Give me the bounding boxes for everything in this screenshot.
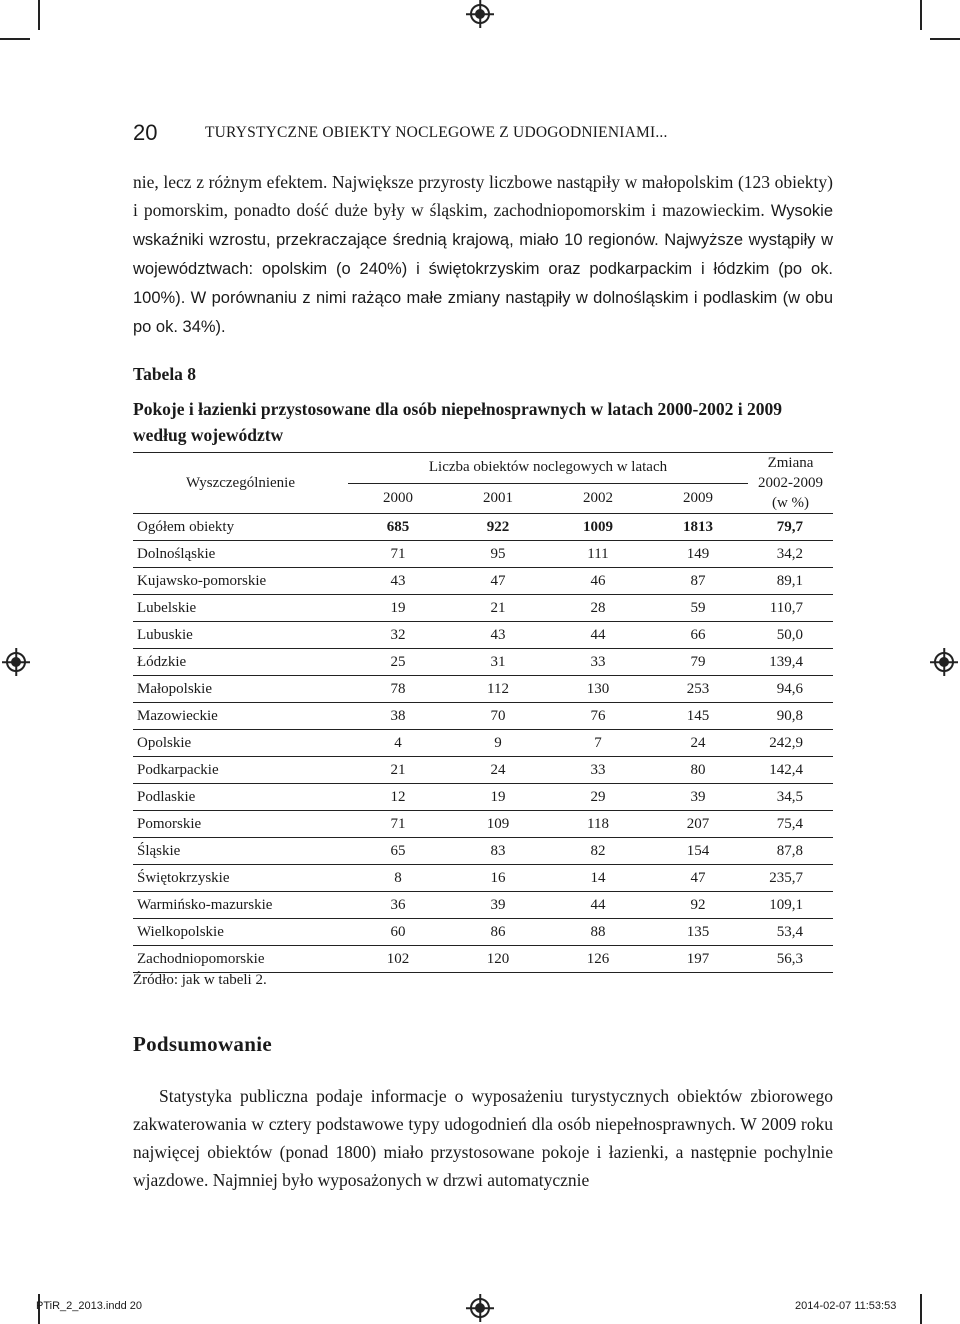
cell-2002: 14 xyxy=(548,865,648,892)
footer-filename: PTiR_2_2013.indd 20 xyxy=(36,1300,143,1312)
crop-mark-top-left-h xyxy=(0,38,30,40)
cell-2002: 46 xyxy=(548,568,648,595)
cell-2009: 253 xyxy=(648,676,748,703)
cell-2002: 7 xyxy=(548,730,648,757)
cell-2001: 70 xyxy=(448,703,548,730)
table-row xyxy=(133,811,833,838)
table-header-row xyxy=(133,453,833,484)
cell-2000: 36 xyxy=(348,892,448,919)
cell-change: 53,4 xyxy=(748,919,833,946)
header-year-2001: 2001 xyxy=(483,489,513,506)
registration-mark-left-icon xyxy=(6,652,26,672)
intro-paragraph-part2: Wysokie wskaźniki wzrostu, przekraczające średnią krajową, miało 10 regionów. Najwyższe wystąpiły w województwach: opolskim (o 240%) i świętokrzyskim oraz podkarpackim i łódzkim (po ok. 100%). W porównaniu z nimi rażąco małe zmiany nastąpiły w dolnośląskim i podlaskim (w obu po ok. 34%). xyxy=(133,202,834,336)
cell-2002: 28 xyxy=(548,595,648,622)
cell-2000: 102 xyxy=(348,946,448,973)
row-label: Ogółem obiekty xyxy=(133,514,348,541)
cell-2009: 39 xyxy=(648,784,748,811)
cell-2000: 25 xyxy=(348,649,448,676)
cell-change: 34,5 xyxy=(748,784,833,811)
cell-2001: 83 xyxy=(448,838,548,865)
cell-2009: 197 xyxy=(648,946,748,973)
table-row xyxy=(133,757,833,784)
cell-2002: 33 xyxy=(548,649,648,676)
cell-2000: 32 xyxy=(348,622,448,649)
cell-2002: 1009 xyxy=(548,514,648,541)
cell-2001: 109 xyxy=(448,811,548,838)
cell-change: 75,4 xyxy=(748,811,833,838)
cell-change: 56,3 xyxy=(748,946,833,973)
table-title: Pokoje i łazienki przystosowane dla osób niepełnosprawnych w latach 2000-2002 i 2009 według województw xyxy=(133,399,782,445)
table-row xyxy=(133,649,833,676)
cell-2002: 29 xyxy=(548,784,648,811)
cell-change: 142,4 xyxy=(748,757,833,784)
section-heading: Podsumowanie xyxy=(133,1032,272,1056)
cell-2009: 92 xyxy=(648,892,748,919)
running-header xyxy=(133,120,833,150)
table-row xyxy=(133,865,833,892)
cell-change: 87,8 xyxy=(748,838,833,865)
row-label: Lubelskie xyxy=(133,595,348,622)
table-row xyxy=(133,703,833,730)
cell-2000: 71 xyxy=(348,541,448,568)
row-label: Podkarpackie xyxy=(133,757,348,784)
cell-2009: 24 xyxy=(648,730,748,757)
cell-2001: 47 xyxy=(448,568,548,595)
cell-2002: 44 xyxy=(548,892,648,919)
row-label: Pomorskie xyxy=(133,811,348,838)
row-label: Dolnośląskie xyxy=(133,541,348,568)
cell-2002: 88 xyxy=(548,919,648,946)
cell-2002: 118 xyxy=(548,811,648,838)
cell-2002: 76 xyxy=(548,703,648,730)
cell-2002: 44 xyxy=(548,622,648,649)
cell-2009: 87 xyxy=(648,568,748,595)
cell-2000: 78 xyxy=(348,676,448,703)
table-row xyxy=(133,622,833,649)
cell-2001: 43 xyxy=(448,622,548,649)
cell-2001: 19 xyxy=(448,784,548,811)
table-row xyxy=(133,568,833,595)
cell-2000: 38 xyxy=(348,703,448,730)
cell-2009: 149 xyxy=(648,541,748,568)
cell-2009: 207 xyxy=(648,811,748,838)
cell-2000: 60 xyxy=(348,919,448,946)
table-row xyxy=(133,892,833,919)
table-row xyxy=(133,919,833,946)
cell-2001: 112 xyxy=(448,676,548,703)
cell-2000: 8 xyxy=(348,865,448,892)
row-label: Wielkopolskie xyxy=(133,919,348,946)
cell-2009: 79 xyxy=(648,649,748,676)
cell-2000: 12 xyxy=(348,784,448,811)
header-year-2002: 2002 xyxy=(583,489,613,506)
row-label: Zachodniopomorskie xyxy=(133,946,348,973)
table-label: Tabela 8 xyxy=(133,364,197,384)
cell-2002: 82 xyxy=(548,838,648,865)
cell-2009: 1813 xyxy=(648,514,748,541)
cell-change: 90,8 xyxy=(748,703,833,730)
cell-change: 79,7 xyxy=(748,514,833,541)
row-label: Warmińsko-mazurskie xyxy=(133,892,348,919)
cell-change: 139,4 xyxy=(748,649,833,676)
cell-change: 89,1 xyxy=(748,568,833,595)
row-label: Lubuskie xyxy=(133,622,348,649)
cell-2000: 71 xyxy=(348,811,448,838)
header-change-line1: Zmiana xyxy=(767,455,814,471)
cell-2001: 21 xyxy=(448,595,548,622)
cell-change: 50,0 xyxy=(748,622,833,649)
row-label: Podlaskie xyxy=(133,784,348,811)
cell-change: 235,7 xyxy=(748,865,833,892)
crop-mark-top-left xyxy=(38,0,40,30)
table-row xyxy=(133,946,833,973)
print-footer xyxy=(0,1292,960,1322)
cell-change: 242,9 xyxy=(748,730,833,757)
cell-2000: 21 xyxy=(348,757,448,784)
summary-paragraph: Statystyka publiczna podaje informacje o wyposażeniu turystycznych obiektów zbiorowego zakwaterowania w cztery podstawowe typy udogodnień dla osób niepełnosprawnych. W 2009 roku najwięcej obiektów (ponad 1800) miało przystosowane pokoje i łazienki, a następnie pochylnie wjazdowe. Najmniej było wyposażonych w drzwi automatycznie xyxy=(133,1086,833,1190)
cell-change: 94,6 xyxy=(748,676,833,703)
header-change-line3: (w %) xyxy=(771,495,810,511)
cell-2000: 43 xyxy=(348,568,448,595)
cell-2002: 33 xyxy=(548,757,648,784)
cell-2000: 685 xyxy=(348,514,448,541)
header-change-line2: 2002-2009 xyxy=(758,475,823,491)
row-label: Świętokrzyskie xyxy=(133,865,348,892)
table-row xyxy=(133,784,833,811)
cell-2001: 922 xyxy=(448,514,548,541)
data-table xyxy=(133,452,833,973)
row-label: Kujawsko-pomorskie xyxy=(133,568,348,595)
cell-2009: 135 xyxy=(648,919,748,946)
row-label: Opolskie xyxy=(133,730,348,757)
row-label: Śląskie xyxy=(133,838,348,865)
cell-2009: 145 xyxy=(648,703,748,730)
table-body xyxy=(133,514,833,973)
registration-mark-top-icon xyxy=(470,4,490,24)
cell-2001: 86 xyxy=(448,919,548,946)
cell-2000: 19 xyxy=(348,595,448,622)
cell-change: 34,2 xyxy=(748,541,833,568)
cell-2000: 65 xyxy=(348,838,448,865)
cell-change: 110,7 xyxy=(748,595,833,622)
cell-2009: 80 xyxy=(648,757,748,784)
table-row xyxy=(133,730,833,757)
row-label: Łódzkie xyxy=(133,649,348,676)
cell-2001: 24 xyxy=(448,757,548,784)
footer-timestamp: 2014-02-07 11:53:53 xyxy=(795,1300,897,1312)
cell-2002: 130 xyxy=(548,676,648,703)
crop-mark-top-right xyxy=(920,0,922,30)
cell-2001: 120 xyxy=(448,946,548,973)
cell-2001: 95 xyxy=(448,541,548,568)
intro-paragraph xyxy=(133,168,833,341)
header-change xyxy=(748,453,833,514)
table-source: Źródło: jak w tabeli 2. xyxy=(133,972,267,988)
crop-mark-top-right-h xyxy=(930,38,960,40)
cell-2009: 66 xyxy=(648,622,748,649)
header-label: Wyszczególnienie xyxy=(133,453,348,514)
header-group: Liczba obiektów noclegowych w latach xyxy=(348,453,748,484)
table-row xyxy=(133,838,833,865)
table-row xyxy=(133,676,833,703)
header-year-2009: 2009 xyxy=(683,489,713,506)
cell-2001: 39 xyxy=(448,892,548,919)
cell-2009: 59 xyxy=(648,595,748,622)
cell-2000: 4 xyxy=(348,730,448,757)
table-row xyxy=(133,514,833,541)
cell-2002: 111 xyxy=(548,541,648,568)
running-title: TURYSTYCZNE OBIEKTY NOCLEGOWE Z UDOGODNIENIAMI... xyxy=(205,124,668,141)
row-label: Mazowieckie xyxy=(133,703,348,730)
cell-change: 109,1 xyxy=(748,892,833,919)
table-row xyxy=(133,541,833,568)
row-label: Małopolskie xyxy=(133,676,348,703)
cell-2009: 154 xyxy=(648,838,748,865)
cell-2001: 16 xyxy=(448,865,548,892)
header-year-2000: 2000 xyxy=(383,489,413,506)
cell-2001: 31 xyxy=(448,649,548,676)
cell-2002: 126 xyxy=(548,946,648,973)
cell-2001: 9 xyxy=(448,730,548,757)
registration-mark-right-icon xyxy=(934,652,954,672)
table-row xyxy=(133,595,833,622)
page-number: 20 xyxy=(133,120,158,145)
intro-paragraph-part1: nie, lecz z różnym efektem. Największe przyrosty liczbowe nastąpiły w małopolskim (123 obiekty) i pomorskim, ponadto dość duże były w śląskim, zachodniopomorskim i mazowieckim. xyxy=(133,172,833,220)
cell-2009: 47 xyxy=(648,865,748,892)
